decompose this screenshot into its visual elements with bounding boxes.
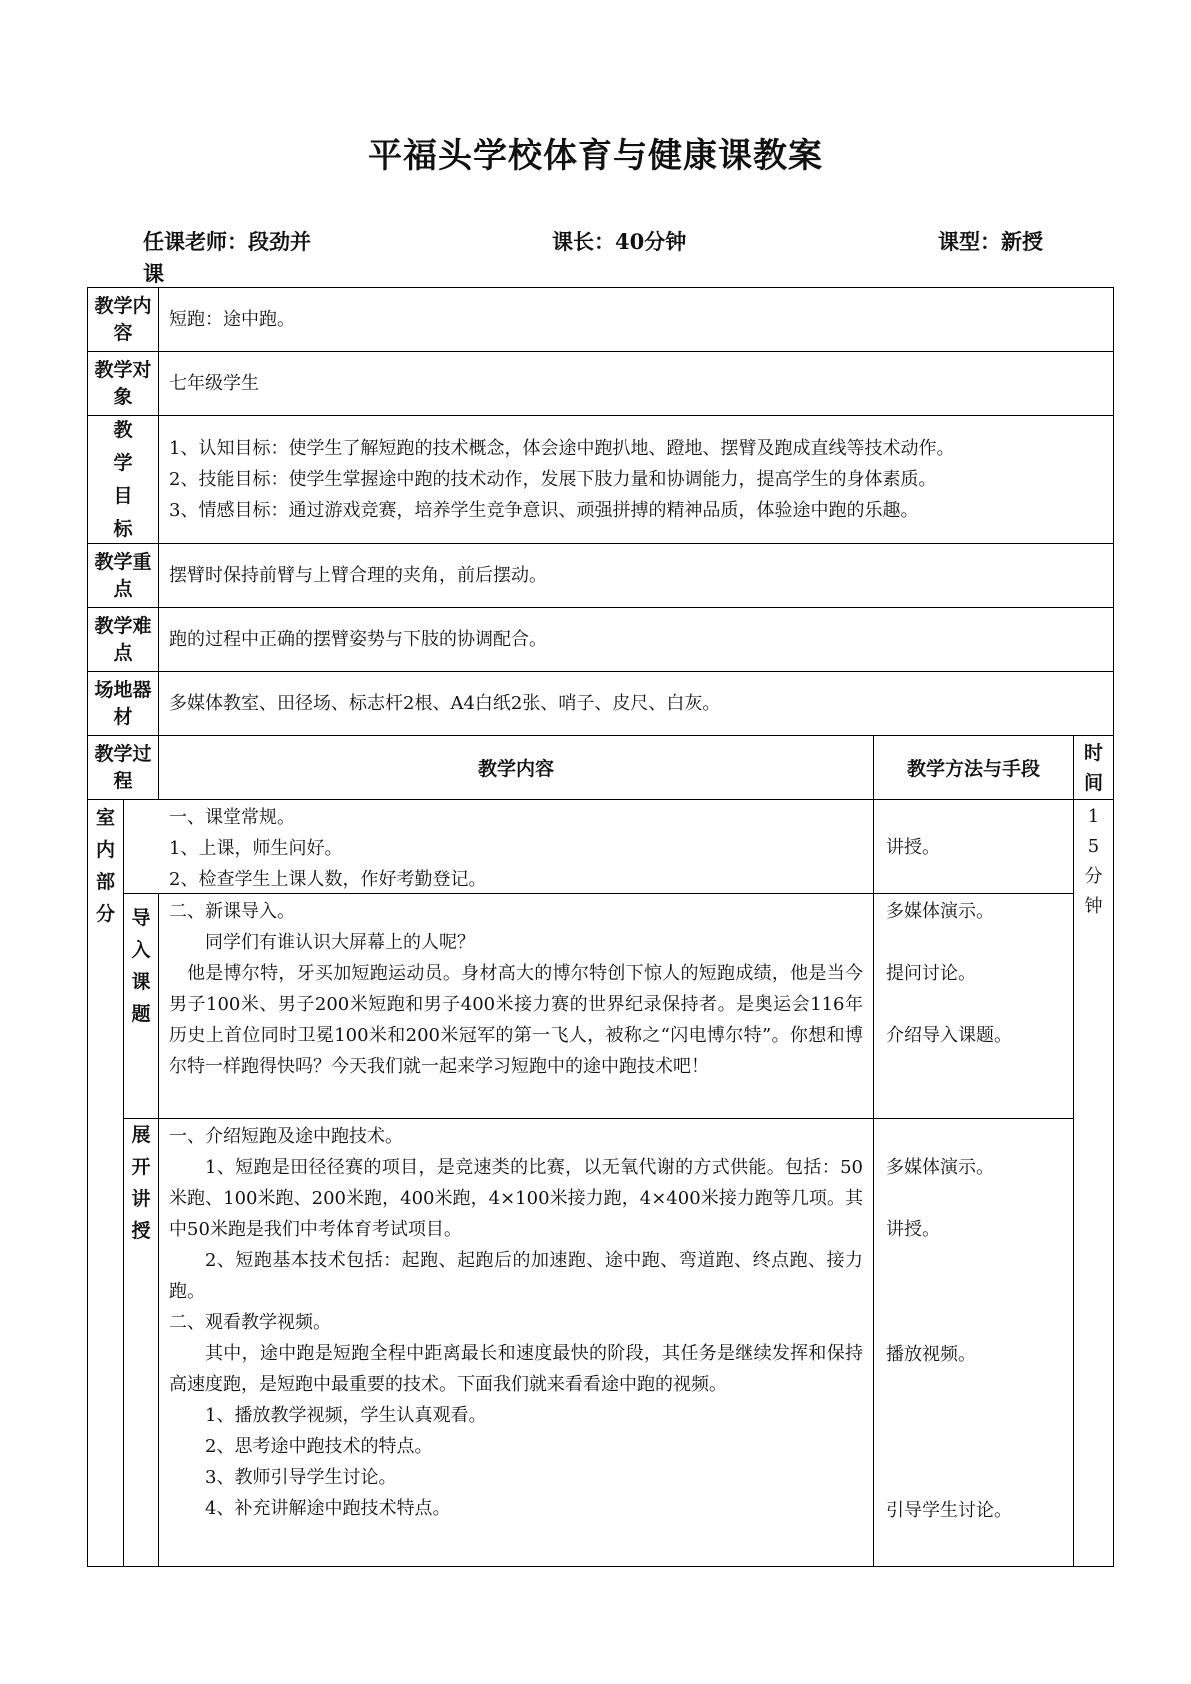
column-header-content: 教学内容 (158, 735, 874, 800)
expand-methods: 多媒体演示。 讲授。 播放视频。 引导学生讨论。 (873, 1118, 1074, 1567)
label-difficulty: 教学难点 (87, 607, 159, 672)
goal-item: 3、情感目标：通过游戏竞赛，培养学生竞争意识、顽强拼搏的精神品质，体验途中跑的乐趣。 (169, 500, 919, 521)
label-process: 教学过程 (87, 735, 159, 800)
label-target: 教学对象 (87, 351, 159, 416)
goal-item: 1、认知目标：使学生了解短跑的技术概念，体会途中跑扒地、蹬地、摆臂及跑成直线等技术动作。 (169, 438, 955, 459)
expand-content: 一、介绍短跑及途中跑技术。 1、短跑是田径径赛的项目，是竞速类的比赛，以无氧代谢的方式供能。包括：50米跑、100米跑、200米跑，400米跑，4×100米接力跑，4×400米接力跑等几项。其中50米跑是我们中考体育考试项目。 2、短跑基本技术包括：起跑、起跑后的加速跑、途中跑、弯道跑、终点跑、接力跑。 二、观看教学视频。 其中，途中跑是短跑全程中距离最长和速度最快的阶段，其任务是继续发挥和保持高速度跑，是短跑中最重要的技术。下面我们就来看看途中跑的视频。 1、播放教学视频，学生认真观看。 2、思考途中跑技术的特点。 3、教师引导学生讨论。 4、补充讲解途中跑技术特点。 (158, 1118, 874, 1567)
intro-content: 二、新课导入。 同学们有谁认识大屏幕上的人呢？ 他是博尔特，牙买加短跑运动员。身材高大的博尔特创下惊人的短跑成绩，他是当今男子100米、男子200米短跑和男子400米接力赛的世界纪录保持者。是奥运会116年历史上首位同时卫冕100米和200米冠军的第一飞人，被称之“闪电博尔特”。你想和博尔特一样跑得快吗？今天我们就一起来学习短跑中的途中跑技术吧！ (158, 893, 874, 1119)
document-title: 平福头学校体育与健康课教案 (368, 136, 823, 176)
label-goals: 教 学 目 标 (87, 415, 159, 544)
lesson-length: 课长：40分钟 (552, 229, 687, 254)
routine-content: 一、课堂常规。 1、上课，师生问好。 2、检查学生上课人数，作好考勤登记。 (123, 799, 874, 894)
label-equipment: 场地器材 (87, 671, 159, 736)
goal-item: 2、技能目标：使学生掌握途中跑的技术动作，发展下肢力量和协调能力，提高学生的身体素质。 (169, 469, 937, 490)
label-content: 教学内容 (87, 287, 159, 352)
value-target: 七年级学生 (158, 351, 1114, 416)
intro-label: 导 入 课 题 (123, 893, 159, 1119)
lesson-type: 课型：新授 (938, 229, 1043, 254)
label-key: 教学重点 (87, 543, 159, 608)
routine-methods: 讲授。 (873, 799, 1074, 894)
value-key: 摆臂时保持前臂与上臂合理的夹角，前后摆动。 (158, 543, 1114, 608)
value-goals (158, 415, 1114, 544)
lesson-type-wrap: 课 (143, 261, 164, 286)
intro-methods: 多媒体演示。 提问讨论。 介绍导入课题。 (873, 893, 1074, 1119)
value-difficulty: 跑的过程中正确的摆臂姿势与下肢的协调配合。 (158, 607, 1114, 672)
section-indoor: 室 内 部 分 (87, 799, 124, 1567)
column-header-time: 时 间 (1073, 735, 1114, 800)
value-content: 短跑：途中跑。 (158, 287, 1114, 352)
expand-label: 展 开 讲 授 (123, 1118, 159, 1567)
value-equipment: 多媒体教室、田径场、标志杆2根、A4白纸2张、哨子、皮尺、白灰。 (158, 671, 1114, 736)
teacher-info: 任课老师：段劲并 (143, 229, 311, 254)
time-value: 1 5 分 钟 (1073, 799, 1114, 1567)
column-header-method: 教学方法与手段 (873, 735, 1074, 800)
